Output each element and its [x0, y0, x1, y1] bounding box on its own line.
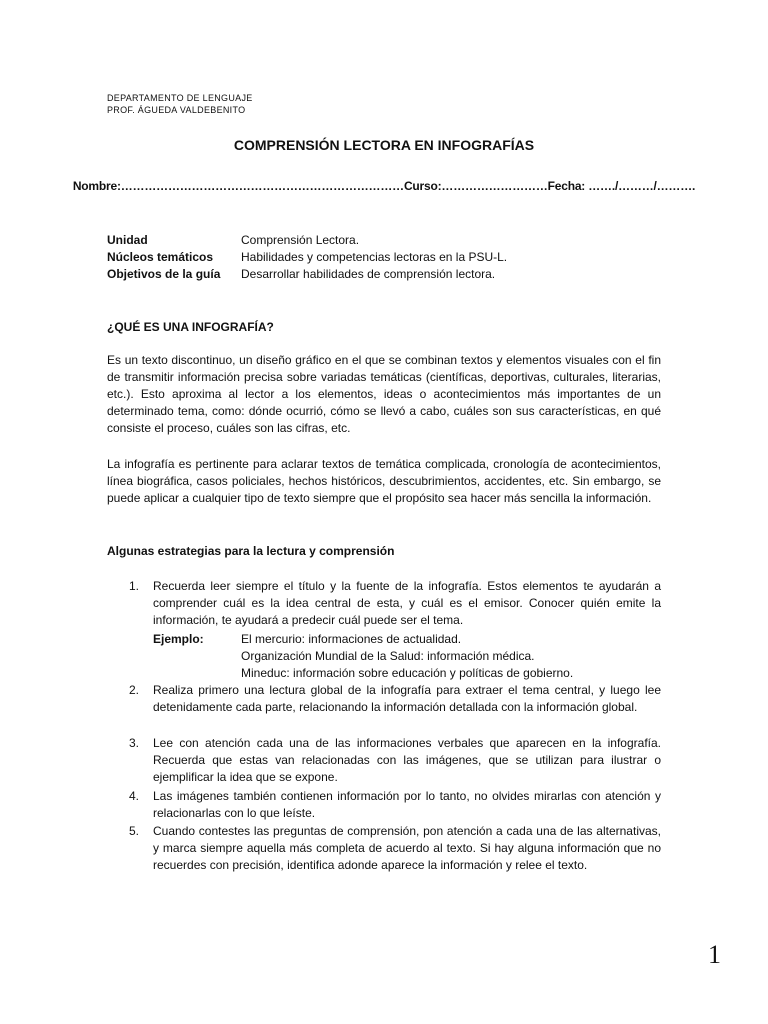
page-number: 1	[708, 940, 721, 969]
list-number: 3.	[129, 736, 140, 750]
section-heading: ¿QUÉ ES UNA INFOGRAFÍA?	[107, 320, 274, 334]
department-label: DEPARTAMENTO DE LENGUAJE	[107, 93, 253, 103]
example-row	[153, 631, 661, 648]
list-item	[107, 788, 661, 822]
list-item	[107, 823, 661, 891]
list-number: 2.	[129, 683, 140, 697]
meta-label: Núcleos temáticos	[107, 250, 214, 264]
paragraph-definition: Es un texto discontinuo, un diseño gráfico en el que se combinan textos y elementos visuales con el fin de transmitir información precisa sobre variadas temáticas (científicas, deportivas, culturales, literarias, etc.). Esto aproxima al lector a los elementos, ideas o acontecimientos más importantes de un determinado tema, como: dónde ocurrió, cómo se llevó a cabo, cuáles son sus características, en qué consiste el proceso, cuáles son las cifras, etc.	[107, 353, 661, 435]
list-text: Realiza primero una lectura global de la infografía para extraer el tema central, y luego lee detenidamente cada parte, relacionando la información detallada con la información global.	[153, 683, 661, 714]
list-number: 1.	[129, 579, 140, 593]
example-line: Mineduc: información sobre educación y políticas de gobierno.	[241, 666, 574, 680]
list-number: 5.	[129, 824, 140, 838]
example-row	[153, 665, 661, 682]
list-text: Las imágenes también contienen información por lo tanto, no olvides mirarlas con atención y relacionarlas con lo que leíste.	[153, 789, 661, 820]
list-text: Recuerda leer siempre el título y la fuente de la infografía. Estos elementos te ayudarán a comprender cuál es la idea central de esta, y cuál es el emisor. Conocer quién emite la información, te ayudará a predecir cuál puede ser el tema.	[153, 579, 661, 627]
strategies-heading: Algunas estrategias para la lectura y comprensión	[107, 544, 395, 558]
list-text: Cuando contestes las preguntas de comprensión, pon atención a cada una de las alternativas, y marca siempre aquella más completa de acuerdo al texto. Si hay alguna información que no recuerdes con precisión, identifica adonde aparece la información y relee el texto.	[153, 824, 661, 872]
list-number: 4.	[129, 789, 140, 803]
meta-value: Desarrollar habilidades de comprensión lectora.	[241, 267, 496, 281]
example-line: El mercurio: informaciones de actualidad.	[241, 632, 462, 646]
document-title: COMPRENSIÓN LECTORA EN INFOGRAFÍAS	[233, 137, 535, 153]
meta-value: Comprensión Lectora.	[241, 233, 360, 247]
meta-label: Objetivos de la guía	[107, 267, 221, 281]
paragraph-usage: La infografía es pertinente para aclarar textos de temática complicada, cronología de acontecimientos, línea biográfica, casos policiales, hechos históricos, descubrimientos, accidentes, etc. Sin embargo, se puede aplicar a cualquier tipo de texto siempre que el propósito sea hacer más sencilla la información.	[107, 457, 661, 505]
name-course-date-field: Nombre:………………………………………………………………Curso:………………………Fecha: ……./………/……….	[72, 179, 696, 193]
teacher-label: PROF. ÁGUEDA VALDEBENITO	[107, 105, 246, 115]
meta-row-unit	[107, 233, 667, 250]
example-row	[153, 648, 661, 665]
list-item	[107, 735, 661, 786]
example-line: Organización Mundial de la Salud: información médica.	[241, 649, 535, 663]
meta-row-objectives	[107, 267, 667, 284]
list-item	[107, 578, 661, 629]
meta-label: Unidad	[107, 233, 148, 247]
list-item	[107, 682, 661, 733]
meta-value: Habilidades y competencias lectoras en la PSU-L.	[241, 250, 508, 264]
meta-row-topics	[107, 250, 667, 267]
example-label: Ejemplo:	[153, 632, 204, 646]
list-text: Lee con atención cada una de las informaciones verbales que aparecen en la infografía. Recuerda que estas van relacionadas con las imágenes, que se utilizan para ilustrar o ejemplificar la idea que se expone.	[153, 736, 661, 784]
